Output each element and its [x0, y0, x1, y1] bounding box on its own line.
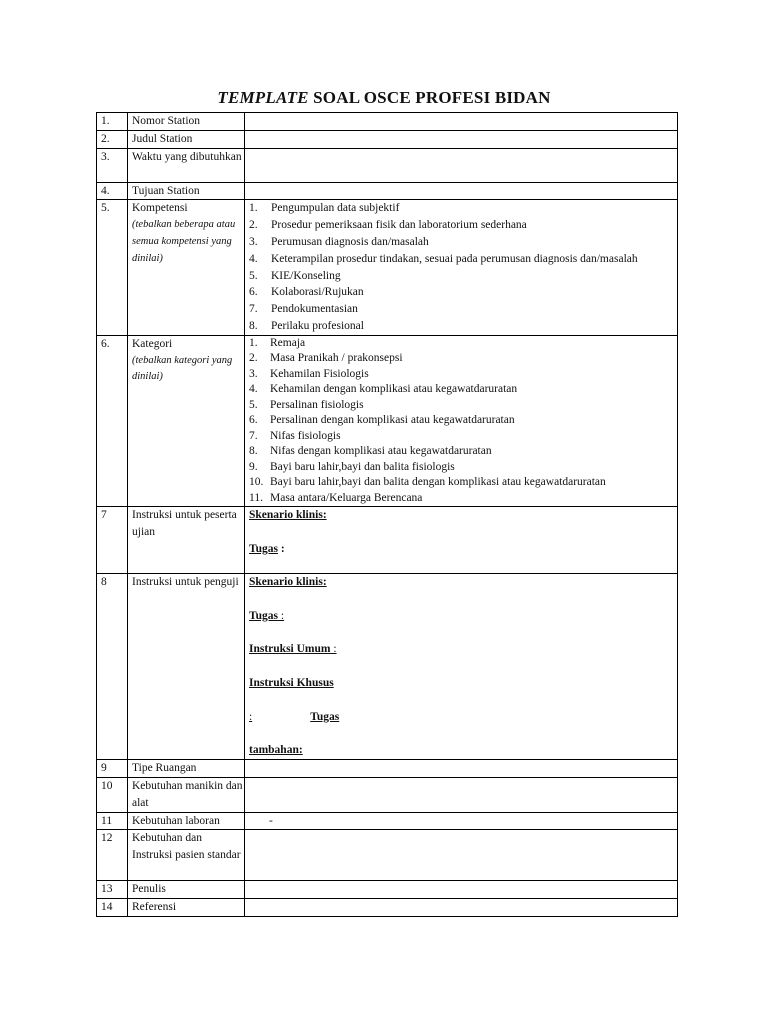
- title-rest: SOAL OSCE PROFESI BIDAN: [308, 88, 551, 107]
- value-cell-kebutuhan-laboran[interactable]: [245, 812, 678, 830]
- row-label: Kebutuhan laboran: [128, 812, 245, 830]
- row-label: Nomor Station: [128, 113, 245, 131]
- row-label: Kebutuhan dan Instruksi pasien standar: [128, 830, 245, 881]
- row-tujuan-station: [97, 182, 678, 200]
- row-label: Judul Station: [128, 130, 245, 148]
- instruksi-peserta-cell[interactable]: [245, 507, 678, 574]
- list-item: 9. Bayi baru lahir,bayi dan balita fisiologis: [249, 460, 455, 473]
- osce-template-table: [96, 112, 678, 917]
- value-cell-kebutuhan-manikin[interactable]: [245, 778, 678, 813]
- value-cell-tujuan-station[interactable]: [245, 182, 678, 200]
- row-note: (tebalkan beberapa atau semua kompetensi yang dinilai): [132, 219, 236, 264]
- tugas-line: Tugas :: [249, 609, 285, 622]
- row-kebutuhan-manikin: [97, 778, 678, 813]
- row-instruksi-peserta: [97, 507, 678, 574]
- row-nomor-station: [97, 113, 678, 131]
- row-judul-station: [97, 130, 678, 148]
- row-number: 14: [97, 899, 128, 917]
- row-kategori: [97, 335, 678, 507]
- list-item: 8. Nifas dengan komplikasi atau kegawatdaruratan: [249, 445, 492, 458]
- row-number: 7: [97, 507, 128, 574]
- row-label-cell: [128, 335, 245, 507]
- list-item: 5. KIE/Konseling: [249, 269, 341, 282]
- list-item: 4. Keterampilan prosedur tindakan, sesuai pada perumusan diagnosis dan/masalah: [249, 252, 638, 265]
- row-number: 5.: [97, 200, 128, 335]
- row-kebutuhan-pasien: [97, 830, 678, 881]
- instruksi-khusus-heading: Instruksi Khusus: [249, 677, 334, 690]
- list-item: 5. Persalinan fisiologis: [249, 398, 364, 411]
- row-number: 2.: [97, 130, 128, 148]
- row-label: Tipe Ruangan: [128, 760, 245, 778]
- row-label: Penulis: [128, 881, 245, 899]
- list-item: 6. Kolaborasi/Rujukan: [249, 286, 364, 299]
- list-item: 7. Pendokumentasian: [249, 303, 358, 316]
- row-note: (tebalkan kategori yang dinilai): [132, 354, 233, 383]
- value-cell-waktu[interactable]: [245, 148, 678, 182]
- tugas-line: Tugas :: [249, 542, 285, 555]
- tugas-tambahan-heading: Tugas: [310, 710, 340, 723]
- row-number: 4.: [97, 182, 128, 200]
- instruksi-penguji-cell[interactable]: [245, 574, 678, 760]
- row-label: Kompetensi: [132, 202, 188, 215]
- list-item: 4. Kehamilan dengan komplikasi atau kegawatdaruratan: [249, 383, 518, 396]
- row-label: Tujuan Station: [128, 182, 245, 200]
- kompetensi-list-cell: [245, 200, 678, 335]
- tugas-tambahan-line: : Tugas: [249, 710, 340, 723]
- row-referensi: [97, 899, 678, 917]
- row-label-cell: [128, 200, 245, 335]
- instruksi-umum-line: Instruksi Umum :: [249, 643, 337, 656]
- skenario-klinis-heading: Skenario klinis:: [249, 509, 327, 522]
- row-instruksi-penguji: [97, 574, 678, 760]
- value-cell-referensi[interactable]: [245, 899, 678, 917]
- list-item: 1. Pengumpulan data subjektif: [249, 202, 400, 215]
- tugas-heading: Tugas: [249, 609, 278, 622]
- row-label: Instruksi untuk peserta ujian: [128, 507, 245, 574]
- tambahan-heading: tambahan:: [249, 744, 303, 757]
- list-item: 1. Remaja: [249, 336, 306, 349]
- value-cell-judul-station[interactable]: [245, 130, 678, 148]
- list-item: 3. Kehamilan Fisiologis: [249, 367, 369, 380]
- list-item: 2. Masa Pranikah / prakonsepsi: [249, 352, 403, 365]
- page-title: [0, 88, 768, 108]
- kategori-list-cell: [245, 335, 678, 507]
- list-item: 3. Perumusan diagnosis dan/masalah: [249, 235, 429, 248]
- value-cell-penulis[interactable]: [245, 881, 678, 899]
- kompetensi-list: [249, 200, 677, 334]
- list-item: 8. Perilaku profesional: [249, 319, 364, 332]
- row-number: 9: [97, 760, 128, 778]
- row-number: 3.: [97, 148, 128, 182]
- row-number: 8: [97, 574, 128, 760]
- list-item: 6. Persalinan dengan komplikasi atau kegawatdaruratan: [249, 414, 515, 427]
- row-number: 13: [97, 881, 128, 899]
- value-cell-nomor-station[interactable]: [245, 113, 678, 131]
- row-label: Kategori: [132, 337, 173, 350]
- row-label: Waktu yang dibutuhkan: [128, 148, 245, 182]
- row-label: Instruksi untuk penguji: [128, 574, 245, 760]
- row-number: 12: [97, 830, 128, 881]
- row-waktu: [97, 148, 678, 182]
- row-label: Kebutuhan manikin dan alat: [128, 778, 245, 813]
- row-number: 6.: [97, 335, 128, 507]
- row-number: 1.: [97, 113, 128, 131]
- kategori-list: [249, 336, 677, 507]
- list-item: 7. Nifas fisiologis: [249, 429, 341, 442]
- row-kebutuhan-laboran: [97, 812, 678, 830]
- row-penulis: [97, 881, 678, 899]
- value-cell-tipe-ruangan[interactable]: [245, 760, 678, 778]
- list-item: 11. Masa antara/Keluarga Berencana: [249, 491, 423, 504]
- value-cell-kebutuhan-pasien[interactable]: [245, 830, 678, 881]
- tugas-heading: Tugas: [249, 542, 278, 555]
- instruksi-umum-heading: Instruksi Umum: [249, 643, 331, 656]
- row-tipe-ruangan: [97, 760, 678, 778]
- row-label: Referensi: [128, 899, 245, 917]
- list-item: 10. Bayi baru lahir,bayi dan balita dengan komplikasi atau kegawatdaruratan: [249, 476, 606, 489]
- title-italic: TEMPLATE: [217, 88, 309, 107]
- row-number: 11: [97, 812, 128, 830]
- row-number: 10: [97, 778, 128, 813]
- row-kompetensi: [97, 200, 678, 335]
- laboran-value: -: [269, 814, 273, 827]
- list-item: 2. Prosedur pemeriksaan fisik dan laboratorium sederhana: [249, 219, 527, 232]
- skenario-klinis-heading: Skenario klinis:: [249, 576, 327, 589]
